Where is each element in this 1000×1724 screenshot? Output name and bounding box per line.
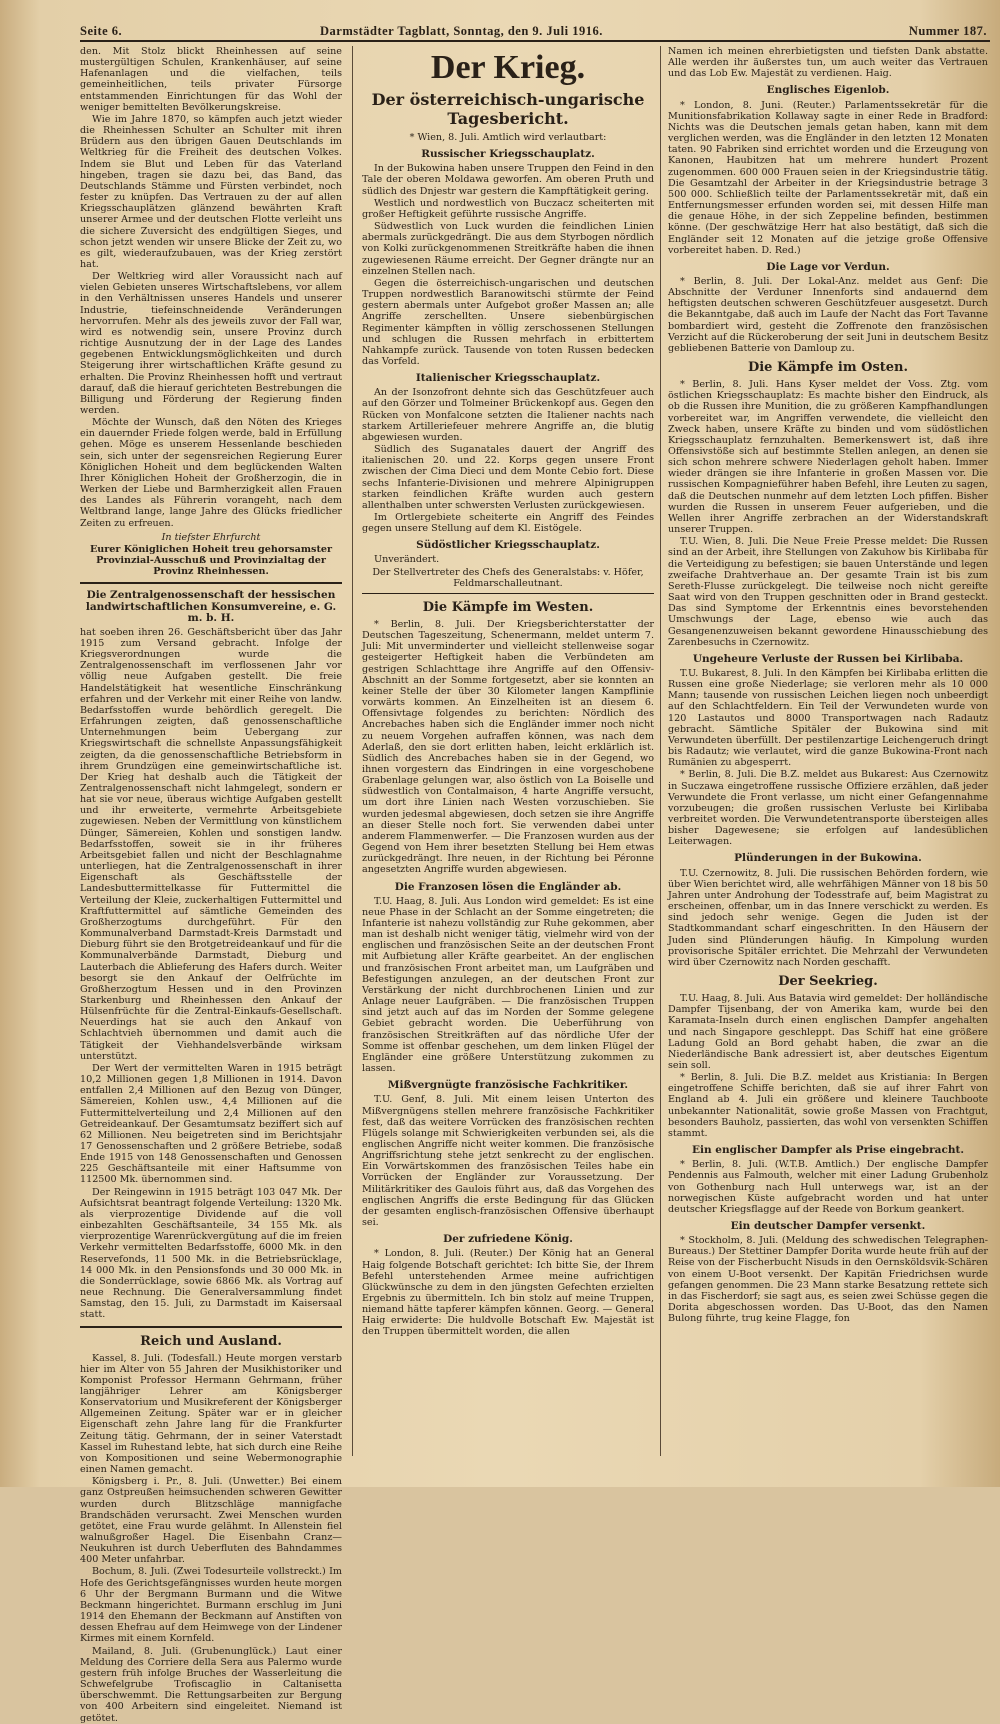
paragraph: Der Weltkrieg wird aller Voraussicht nach auf vielen Gebieten unseres Wirtschaftslebens, vor allem in den Verhältnissen unseres Handels und unserer Industrie, tiefeinschneidende Veränderungen hervorrufen. Mehr als des jeweils zuvor der Fall war, wird es notwendig sein, unsere Provinz durch richtige Ausnutzung der in der Lage des Landes gegebenen Entwicklungsmöglichkeiten und durch Steigerung ihrer wirtschaftlichen Kräfte gesund zu erhalten. Die Provinz Rheinhessen hofft und vertraut darauf, daß die hierauf gerichteten Bestrebungen die Billigung und Förderung der Regierung finden werden. [80,271,342,416]
paragraph: Der Reingewinn in 1915 beträgt 103 047 Mk. Der Aufsichtsrat beantragt folgende Verteilung: 1320 Mk. als vierprozentige Dividende auf die voll einbezahlten Geschäftsanteile, 34 155 Mk. als vierprozentige Warenrückvergütung auf die im freien Verkehr vermittelten Bedarfsstoffe, 6000 Mk. in den Reservefonds, 11 500 Mk. in die Betriebsrücklage, 14 000 Mk. in den Pensionsfonds und 30 000 Mk. in die Sonderrücklage, sowie 6866 Mk. als Vortrag auf neue Rechnung. Die Generalversammlung findet Samstag, den 15. Juli, zu Darmstadt im Kaisersaal statt. [80,1186,342,1321]
subsection-heading: Russischer Kriegsschauplatz. [421,148,595,161]
page-number: Seite 6. [80,24,123,38]
paragraph: Namen ich meinen ehrerbietigsten und tiefsten Dank abstatte. Alle werden ihr äußerstes tun, um auch weiter das Vertrauen und das Lob Ew. Majestät zu verdienen. Haig. [668,46,988,80]
section-rule [80,1326,342,1328]
column-3 [668,46,988,1461]
subsection-heading: Ein englischer Dampfer als Prise eingebracht. [691,1144,965,1157]
paragraph: T.U. Genf, 8. Juli. Mit einem leisen Unterton des Mißvergnügens stellen mehrere französische Fachkritiker fest, daß das weitere Vorrücken des französischen rechten Flügels solange mit Schwierigkeiten verbunden sei, als die englischen Angriffe nicht weiter kommen. Die französische Angriffsrichtung stehe jetzt senkrecht zu der englischen. Ein Vorwärtskommen des französischen Teiles habe ein Vorrücken der Engländer zur Voraussetzung. Der Militärkritiker des Gaulois führt aus, daß das Vorgehen des englischen Angriffs die erste Bedingung für das Glücken der gesamten englisch-französischen Offensive überhaupt sei. [362,1094,654,1229]
subsection-heading: Ungeheure Verluste der Russen bei Kirlibaba. [692,652,964,665]
newspaper-title: Darmstädter Tagblatt, Sonntag, den 9. Juli 1916. [320,24,603,38]
paragraph: Königsberg i. Pr., 8. Juli. (Unwetter.) Bei einem ganz Ostpreußen heimsuchenden schweren Gewitter wurden durch Blitzschläge mannigfache Brandschäden verursacht. Zwei Menschen wurden getötet, eine Frau wurde gelähmt. In Allenstein fiel walnußgroßer Hagel. Die Eisenbahn Cranz—Neukuhren ist durch Ueberfluten des Bahndammes 400 Meter unfahrbar. [80,1476,342,1566]
paragraph: Mailand, 8. Juli. (Grubenunglück.) Laut einer Meldung des Corriere della Sera aus Palermo wurde gestern früh infolge Bruches der Wasserleitung die Schwefelgrube Trofiscaglio in Caltanisetta überschwemmt. Die Rettungsarbeiten zur Bergung von 400 Arbeitern sind eingeleitet. Niemand ist getötet. [80,1645,342,1724]
header-rule [80,40,990,42]
subsection-heading: Ein deutscher Dampfer versenkt. [730,1220,926,1232]
paragraph: * Berlin, 8. Juli. Der Lokal-Anz. meldet aus Genf: Die Abschnitte der Verduner Innenforts sind andauernd dem heftigsten deutschen schweren Geschützfeuer ausgesetzt. Durch die Bekanntgabe, daß auch im Laufe der Nacht das Fort Tavanne bombardiert wird, gesteht die Zoffrenote den französischen Verzicht auf die Rückeroberung der seit Juni in deutschem Besitz gebliebenen Batterie von Damloup zu. [668,275,988,354]
subsection-heading: Die Lage vor Verdun. [766,260,890,273]
sub-headline: Der österreichisch-ungarische Tagesbericht. [371,90,645,128]
paragraph: Unverändert. [374,554,440,566]
column-divider [352,46,353,1456]
paragraph: An der Isonzofront dehnte sich das Geschützfeuer auch auf den Görzer und Tolmeiner Brückenkopf aus. Gegen den Rücken von Monfalcone setzten die Italiener nachts nach starkem Artilleriefeuer mehrere Angriffe an, die blutig abgewiesen wurden. [362,387,654,443]
dateline: * Wien, 8. Juli. Amtlich wird verlautbart: [409,132,607,143]
paragraph: * Berlin, 8. Juli. Hans Kyser meldet der Voss. Ztg. vom östlichen Kriegsschauplatz: Es machte bisher den Eindruck, als ob die Russen ihre Munition, die zu größeren Kampfhandlungen vorbereitet war, im Angriffen verwendete, die vielleicht den Zweck haben, unsere Kräfte zu binden und vom südöstlichen Kriegsschauplatz fernzuhalten. Bemerkenswert ist, daß ihre Offensivstöße sich auf bestimmte Stellen anlegen, an denen sie sich schon mehrere schwere Niederlagen geholt haben. Immer wieder drängen sie ihre Infanterie in großen Massen vor. Die russischen Kompagnieführer haben Befehl, ihre Leuten zu sagen, daß die Deutschen nunmehr auf dem letzten Loch pfiffen. Bisher wurden die Russen in unserem Feuer aufgerieben, und die Wellen ihrer Angriffe zerbrachen an der Widerstandskraft unserer Truppen. [668,379,988,536]
subsection-heading: Der zufriedene König. [443,1233,573,1246]
paragraph: T.U. Haag, 8. Juli. Aus Batavia wird gemeldet: Der holländische Dampfer Tijsenbang, der von Amerika kam, wurde bei den Karamata-Inseln durch einen englischen Dampfer angehalten und nach Singapore geschleppt. Das Schiff hat eine größere Ladung Gold an Bord gehabt haben, die zwar an die Niederländische Bank adressiert ist, aber deutsches Eigentum sein soll. [668,993,988,1071]
paragraph: Der Wert der vermittelten Waren in 1915 beträgt 10,2 Millionen gegen 1,8 Millionen in 1914. Davon entfallen 2,4 Millionen auf den Bezug von Dünger, Sämereien, Kohlen usw., 4,4 Millionen auf die Futtermittelverteilung und 2,4 Millionen auf den Getreideankauf. Der Gesamtumsatz beziffert sich auf 62 Millionen. Neu beigetreten sind im Berichtsjahr 17 Genossenschaften und 2 größere Betriebe, sodaß Ende 1915 von 148 Genossenschaften und Genossen 225 Geschäftsanteile mit einer Haftsumme von 112500 Mk. übernommen sind. [80,1062,342,1186]
section-rule [362,593,654,594]
paragraph: T.U. Czernowitz, 8. Juli. Die russischen Behörden fordern, wie über Wien berichtet wird, alle wehrfähigen Männer von 18 bis 50 Jahren unter Androhung der Todesstrafe auf, beim Magistrat zu erscheinen, offenbar, um in das Innere verschickt zu werden. Es sind jedoch sehr wenige. Gegen die Juden ist der Stadtkommandant scharf eingeschritten. In den Häusern der Juden sind Plünderungen häufig. In Kimpolung wurden provisorische Spitäler errichtet. Die Mehrzahl der Verwundeten wird über Czernowitz nach Norden geschafft. [668,867,988,968]
subsection-heading: Mißvergnügte französische Fachkritiker. [387,1079,629,1092]
paragraph: T.U. Bukarest, 8. Juli. In den Kämpfen bei Kirlibaba erlitten die Russen eine große Niederlage; sie verloren mehr als 10 000 Mann; tausende von russischen Leichen liegen noch unbeerdigt auf den Schlachtfeldern. Ein Teil der Verwundeten wurde von 120 Lastautos und 8000 Transportwagen nach Radautz gebracht. Sämtliche Spitäler der Bukowina sind mit Verwundeten überfüllt. Der pestilenzartige Leichengeruch dringt bis Radautz; wie verlautet, wird die ganze Bukowina-Front nach Rumänien zu abgesperrt. [668,667,988,769]
paragraph: Möchte der Wunsch, daß den Nöten des Krieges ein dauernder Friede folgen werde, bald in Erfüllung gehen. Möge es unserem Hessenlande beschieden sein, sich unter der segensreichen Regierung Eurer Königlichen Hoheit und dem beglückenden Walten Ihrer Königlichen Hoheit der Großherzogin, die in Werken der Liebe und Barmherzigkeit allen Frauen des Landes als Führerin vorangeht, nach dem Weltbrand lange, lange Jahre des Glücks friedlicher Zeiten zu erfreuen. [80,417,342,529]
paragraph: Wie im Jahre 1870, so kämpfen auch jetzt wieder die Rheinhessen Schulter an Schulter mit ihren Brüdern aus den übrigen Gauen Deutschlands im Weltkrieg für die Freiheit des deutschen Volkes. Indem sie Blut und Leben für das Vaterland hingeben, tragen sie dazu bei, das Band, das Deutschlands Stämme und Fürsten verbindet, noch fester zu knüpfen. Das Vertrauen zu der auf allen Kriegsschauplätzen glänzend bewährten Kraft unserer Armee und der deutschen Flotte verleiht uns die sichere Zuversicht des endgültigen Sieges, und schon jetzt wenden wir unsere Blicke der Zeit zu, wo es gilt, wiederaufzubauen, was der Krieg zerstört hat. [80,113,342,270]
article-heading: Die Zentralgenossenschaft der hessischen landwirtschaftlichen Konsumvereine, e. G. m. b. H. [85,589,337,624]
paragraph: Südwestlich von Luck wurden die feindlichen Linien abermals zurückgedrängt. Die aus dem Styrbogen nördlich von Kolki zurückgenommenen Streitkräfte haben die ihnen zugewiesenen Räume erreicht. Der Gegner drängte nur an einzelnen Stellen nach. [362,221,654,277]
paragraph: * Berlin, 8. Juli. Die B.Z. meldet aus Bukarest: Aus Czernowitz in Suczawa eingetroffene russische Offiziere erzählen, daß jeder Verwundete die Front verlasse, um nicht einer Gefangennahme vorzubeugen; die großen russischen Verluste bei Kirlibaba verbreitet worden. Die Verwundetentransporte übersteigen alles bisher Dagewesene; sie erfolgen auf landesüblichen Leiterwagen. [668,769,988,848]
paragraph: Im Ortlergebiete scheiterte ein Angriff des Feindes gegen unsere Stellung auf dem Kl. Eistögele. [362,512,654,535]
signature: Eurer Königlichen Hoheit treu gehorsamster Provinzial-Ausschuß und Provinzialtag der Provinz Rheinhessen. [89,543,333,578]
subsection-heading: Südöstlicher Kriegsschauplatz. [416,539,600,552]
section-heading: Die Kämpfe im Westen. [422,599,594,615]
section-heading: Die Kämpfe im Osten. [747,360,909,376]
section-rule [80,582,342,584]
paragraph: * Stockholm, 8. Juli. (Meldung des schwedischen Telegraphen-Bureaus.) Der Stettiner Dampfer Dorita wurde heute früh auf der Reise von der Fischerbucht Nisuds in den Oernsköldsvik-Schären von einem U-Boot versenkt. Der Kapitän Friedrichsen wurde gefangen genommen. Die 23 Mann starke Besatzung rettete sich in das Fischerdorf; sie sagt aus, es seien zwei Schüsse gegen die Dorita abgeschossen worden. Das U-Boot, das den Namen Bulong führte, trug keine Flagge, fon [668,1235,988,1325]
issue-number: Nummer 187. [908,24,987,38]
main-headline: Der Krieg. [430,49,586,86]
paragraph: * Berlin, 8. Juli. Die B.Z. meldet aus Kristiania: In Bergen eingetroffene Schiffe berichten, daß sie auf ihrer Fahrt von England ab 4. Juli ein größere und kleinere Tauchboote unbekannter Nationalität, sowie große Massen von Frachtgut, besonders Bauholz, passierten, das wohl von versenkten Schiffen stammt. [668,1072,988,1139]
column-divider [660,46,661,1456]
paragraph: Westlich und nordwestlich von Buczacz scheiterten mit großer Heftigkeit geführte russische Angriffe. [362,197,654,220]
subsection-heading: Englisches Eigenlob. [766,84,890,97]
subsection-heading: Die Franzosen lösen die Engländer ab. [394,880,622,893]
closing-line: In tiefster Ehrfurcht [161,531,261,543]
paragraph: hat soeben ihren 26. Geschäftsbericht über das Jahr 1915 zum Versand gebracht. Infolge der Kriegsverordnungen wurde die Zentralgenossenschaft im verflossenen Jahr vor völlig neue Aufgaben gestellt. Die freie Handelstätigkeit hat wesentliche Einschränkung erfahren und der Verkehr mit einer Reihe von landw. Bedarfsstoffen wurde behördlich geregelt. Die Erfahrungen zeigten, daß genossenschaftliche Unternehmungen beim Uebergang zur Kriegswirtschaft die schnellste Anpassungsfähigkeit zeigten, da die genossenschaftliche Betriebsform in ihrem Grundzügen eine gemeinwirtschaftliche ist. Der Krieg hat deshalb auch die Tätigkeit der Zentralgenossenschaft nicht lahmgelegt, sondern er hat sie vor neue, überaus wichtige Aufgaben gestellt und ihr erweiterte, vermehrte Arbeitsgebiete zugewiesen. Neben der Vermittlung von künstlichem Dünger, Sämereien, Kohlen und sonstigen landw. Bedarfsstoffen, soweit sie in ihr früheres Arbeitsgebiet fallen und nicht der Beschlagnahme unterliegen, hat die Zentralgenossenschaft in ihrer Eigenschaft als Geschäftsstelle der Landesbuttermittelkasse für Futtermittel die Verteilung der Kleie, zuckerhaltigen Futtermittel und Kraftfuttermittel auf sämtliche Gemeinden des Großherzogtums durchgeführt. Für den Kommunalverband Darmstadt-Kreis Darmstadt und Dieburg führt sie den Brotgetreideankauf und für die Kommunalverbände Darmstadt, Dieburg und Lauterbach die Ablieferung des Hafers durch. Weiter besorgt sie den Ankauf der Oelfrüchte im Großherzogtum Hessen und in den Provinzen Starkenburg und Rheinhessen den Ankauf der Hülsenfrüchte für die Zentral-Einkaufs-Gesellschaft. Neuerdings hat sie auch den Ankauf von Schlachtvieh übernommen und damit auch die Tätigkeit der Viehhandelsverbände wirksam unterstützt. [80,626,342,1062]
subsection-heading: Italienischer Kriegsschauplatz. [415,372,601,385]
paragraph: Gegen die österreichisch-ungarischen und deutschen Truppen nordwestlich Baranowitschi stürmte der Feind gestern abermals unter Aufgebot großer Massen an; alle Angriffe zerschellten. Unsere siebenbürgischen Regimenter kämpften in völlig zerschossenen Stellungen und schlugen die Russen mehrfach in erbittertem Nahkampfe zurück. Tausende von toten Russen bedecken das Vorfeld. [362,277,654,367]
paragraph: * Berlin, 8. Juli. (W.T.B. Amtlich.) Der englische Dampfer Pendennis aus Falmouth, welcher mit einer Ladung Grubenholz von Gothenburg nach Hull unterwegs war, ist an der norwegischen Küste aufgebracht worden und hat unter deutscher Kriegsflagge auf der Reede von Borkum geankert. [668,1159,988,1215]
section-heading: Reich und Ausland. [140,1333,282,1349]
signature: Der Stellvertreter des Chefs des Generalstabs: v. Höfer, Feldmarschalleutnant. [372,566,644,589]
paragraph: Bochum, 8. Juli. (Zwei Todesurteile vollstreckt.) Im Hofe des Gerichtsgefängnisses wurden heute morgen 6 Uhr der Bergmann Burmann und die Witwe Beckmann hingerichtet. Burmann erschlug im Juni 1914 den Ehemann der Beckmann auf Anstiften von dessen Ehefrau auf dem Heimwege von der Lindener Kirmes mit einem Kornfeld. [80,1566,342,1645]
section-heading: Der Seekrieg. [778,974,878,990]
column-1 [80,46,342,1724]
paragraph: Südlich des Suganatales dauert der Angriff des italienischen 20. und 22. Korps gegen unsere Front zwischen der Cima Dieci und dem Monte Cebio fort. Diese sechs Infanterie-Divisionen und mehrere Alpinigruppen starken feindlichen Kräfte wurden auch gestern allenthalben unter schwersten Verlusten zurückgewiesen. [362,444,654,511]
paragraph: In der Bukowina haben unsere Truppen den Feind in den Tale der oberen Moldawa geworfen. Am oberen Pruth und südlich des Dnjestr war gestern die Kampftätigkeit gering. [362,163,654,197]
paragraph: * Berlin, 8. Juli. Der Kriegsberichterstatter der Deutschen Tageszeitung, Schenermann, meldet unterm 7. Juli: Mit unverminderter und vielleicht stellenweise sogar gesteigerter Heftigkeit haben die Verbündeten am gestrigen Schlachttage ihre Angriffe auf den Offensiv-Abschnitt an der Somme fortgesetzt, aber sie konnten an keiner Stelle der über 30 Kilometer langen Kampflinie vorwärts kommen. An Einzelheiten ist an diesem 6. Offensivtage folgendes zu berichten: Nördlich des Ancrebaches haben sich die Engländer immer noch nicht zu neuem Vorgehen aufraffen können, was nach dem Aderlaß, den sie dort erlitten haben, leicht erklärlich ist. Südlich des Ancrebaches haben sie in der Gegend, wo ihnen vorgestern das Eindringen in eine vorgeschobene Grabenlage gelungen war, also östlich von La Boiselle und südwestlich von Contalmaison, 4 harte Angriffe versucht, um dort ihre Linien nach Westen vorzuschieben. Sie wurden jedesmal abgewiesen, doch setzen sie ihre Angriffe an dieser Stelle noch fort. Sie verwenden dabei unter anderem Flammenwerfer. — Die Franzosen wurden aus der Gegend von Hem ihrer besetzten Stellung bei Hem etwas zurückgedrängt. Ihre neuen, in der Richtung bei Péronne angesetzten Angriffe wurden abgewiesen. [362,618,654,876]
paragraph: den. Mit Stolz blickt Rheinhessen auf seine mustergültigen Schulen, Krankenhäuser, auf seine Hafenanlagen und die vielfachen, teils gemeinheitlichen, teils privater Fürsorge entstammenden Einrichtungen für das Wohl der weniger bemittelten Bevölkerungskreise. [80,46,342,113]
paragraph: * London, 8. Juli. (Reuter.) Der König hat an General Haig folgende Botschaft gerichtet: Ich bitte Sie, der Ihrem Befehl unterstehenden Armee meine aufrichtigen Glückwünsche zu dem in den jüngsten Gefechten erzielten Ergebnis zu übermitteln. Ich bin stolz auf meine Truppen, niemand hätte tapferer kämpfen können. Georg. — General Haig erwiderte: Die huldvolle Botschaft Ew. Majestät ist den Truppen übermittelt worden, die allen [362,1248,654,1338]
subsection-heading: Plünderungen in der Bukowina. [734,852,922,865]
paragraph: * London, 8. Juni. (Reuter.) Parlamentssekretär für die Munitionsfabrikation Kollaway sagte in einer Rede in Bradford: Nichts was die Deutschen jemals getan haben, kann mit dem verglichen werden, was die Engländer in den letzten 12 Monaten taten. 90 Fabriken sind errichtet worden und die Erzeugung von Kanonen, Haubitzen hat um mehrere hundert Prozent zugenommen. 600 000 Frauen seien in der Kriegsindustrie tätig. Die Gesamtzahl der Arbeiter in der Kriegsindustrie betrage 3 500 000. Schließlich teilte der Parlamentssekretär mit, daß ein Entfernungsmesser erfunden worden sei, mit dessen Hilfe man die genaue Höhe, in der sich Zeppeline befinden, bestimmen könne. (Der geschwätzige Herr hat also bestätigt, daß sich die Engländer seit 12 Monaten auf die jetzige große Offensive vorbereitet haben. D. Red.) [668,99,988,256]
paragraph: Kassel, 8. Juli. (Todesfall.) Heute morgen verstarb hier im Alter von 55 Jahren der Musikhistoriker und Komponist Professor Hermann Gehrmann, früher langjähriger Lehrer am Königsberger Konservatorium und Musikreferent der Königsberger Allgemeinen Zeitung. Später war er in gleicher Eigenschaft zehn Jahre lang für die Frankfurter Zeitung tätig. Gehrmann, der in seiner Vaterstadt Kassel im Ruhestand lebte, hat sich durch eine Reihe von Kompositionen und seine Webermonographie einen Namen gemacht. [80,1352,342,1476]
paragraph: T.U. Wien, 8. Juli. Die Neue Freie Presse meldet: Die Russen sind an der Arbeit, ihre Stellungen von Zakuhow bis Kirlibaba für die Verteidigung zu befestigen; sie bauen Unterstände und legen zweifache Drahtverhaue an. Der gesamte Train ist bis zum Sereth-Flusse zurückgelegt. Die teilweise noch nicht gereifte Saat wird von den Truppen geschnitten oder in Brand gesteckt. Das sind Symptome der Erkenntnis eines bevorstehenden Umschwungs der Lage, ebenso wie auch das Gesangenenzuweisen bekannt gewordene Hinausschiebung des Zarenbesuchs in Czernowitz. [668,536,988,648]
column-2 [362,46,654,1461]
paragraph: T.U. Haag, 8. Juli. Aus London wird gemeldet: Es ist eine neue Phase in der Schlacht an der Somme eingetreten; die Infanterie ist nahezu vollständig zur Ruhe gekommen, aber man ist deshalb nicht weniger tätig, vielmehr wird von der englischen und französischen Seite an der deutschen Front mit Aufbietung aller Kräfte gearbeitet. An der englischen und französischen Front arbeitet man, um Laufgräben und Befestigungen anzulegen, an der deutschen Front zur Verstärkung der nicht durchbrochenen Linien und zur Anlage neuer Laufgräben. — Die französischen Truppen sind jetzt auch auf das im Norden der Somme gelegene Gebiet gebracht worden. Die Ueberführung von französischen Streitkräften auf das nördliche Ufer der Somme ist offenbar geschehen, um dem linken Flügel der Engländer eine größere Unterstützung zukommen zu lassen. [362,895,654,1075]
